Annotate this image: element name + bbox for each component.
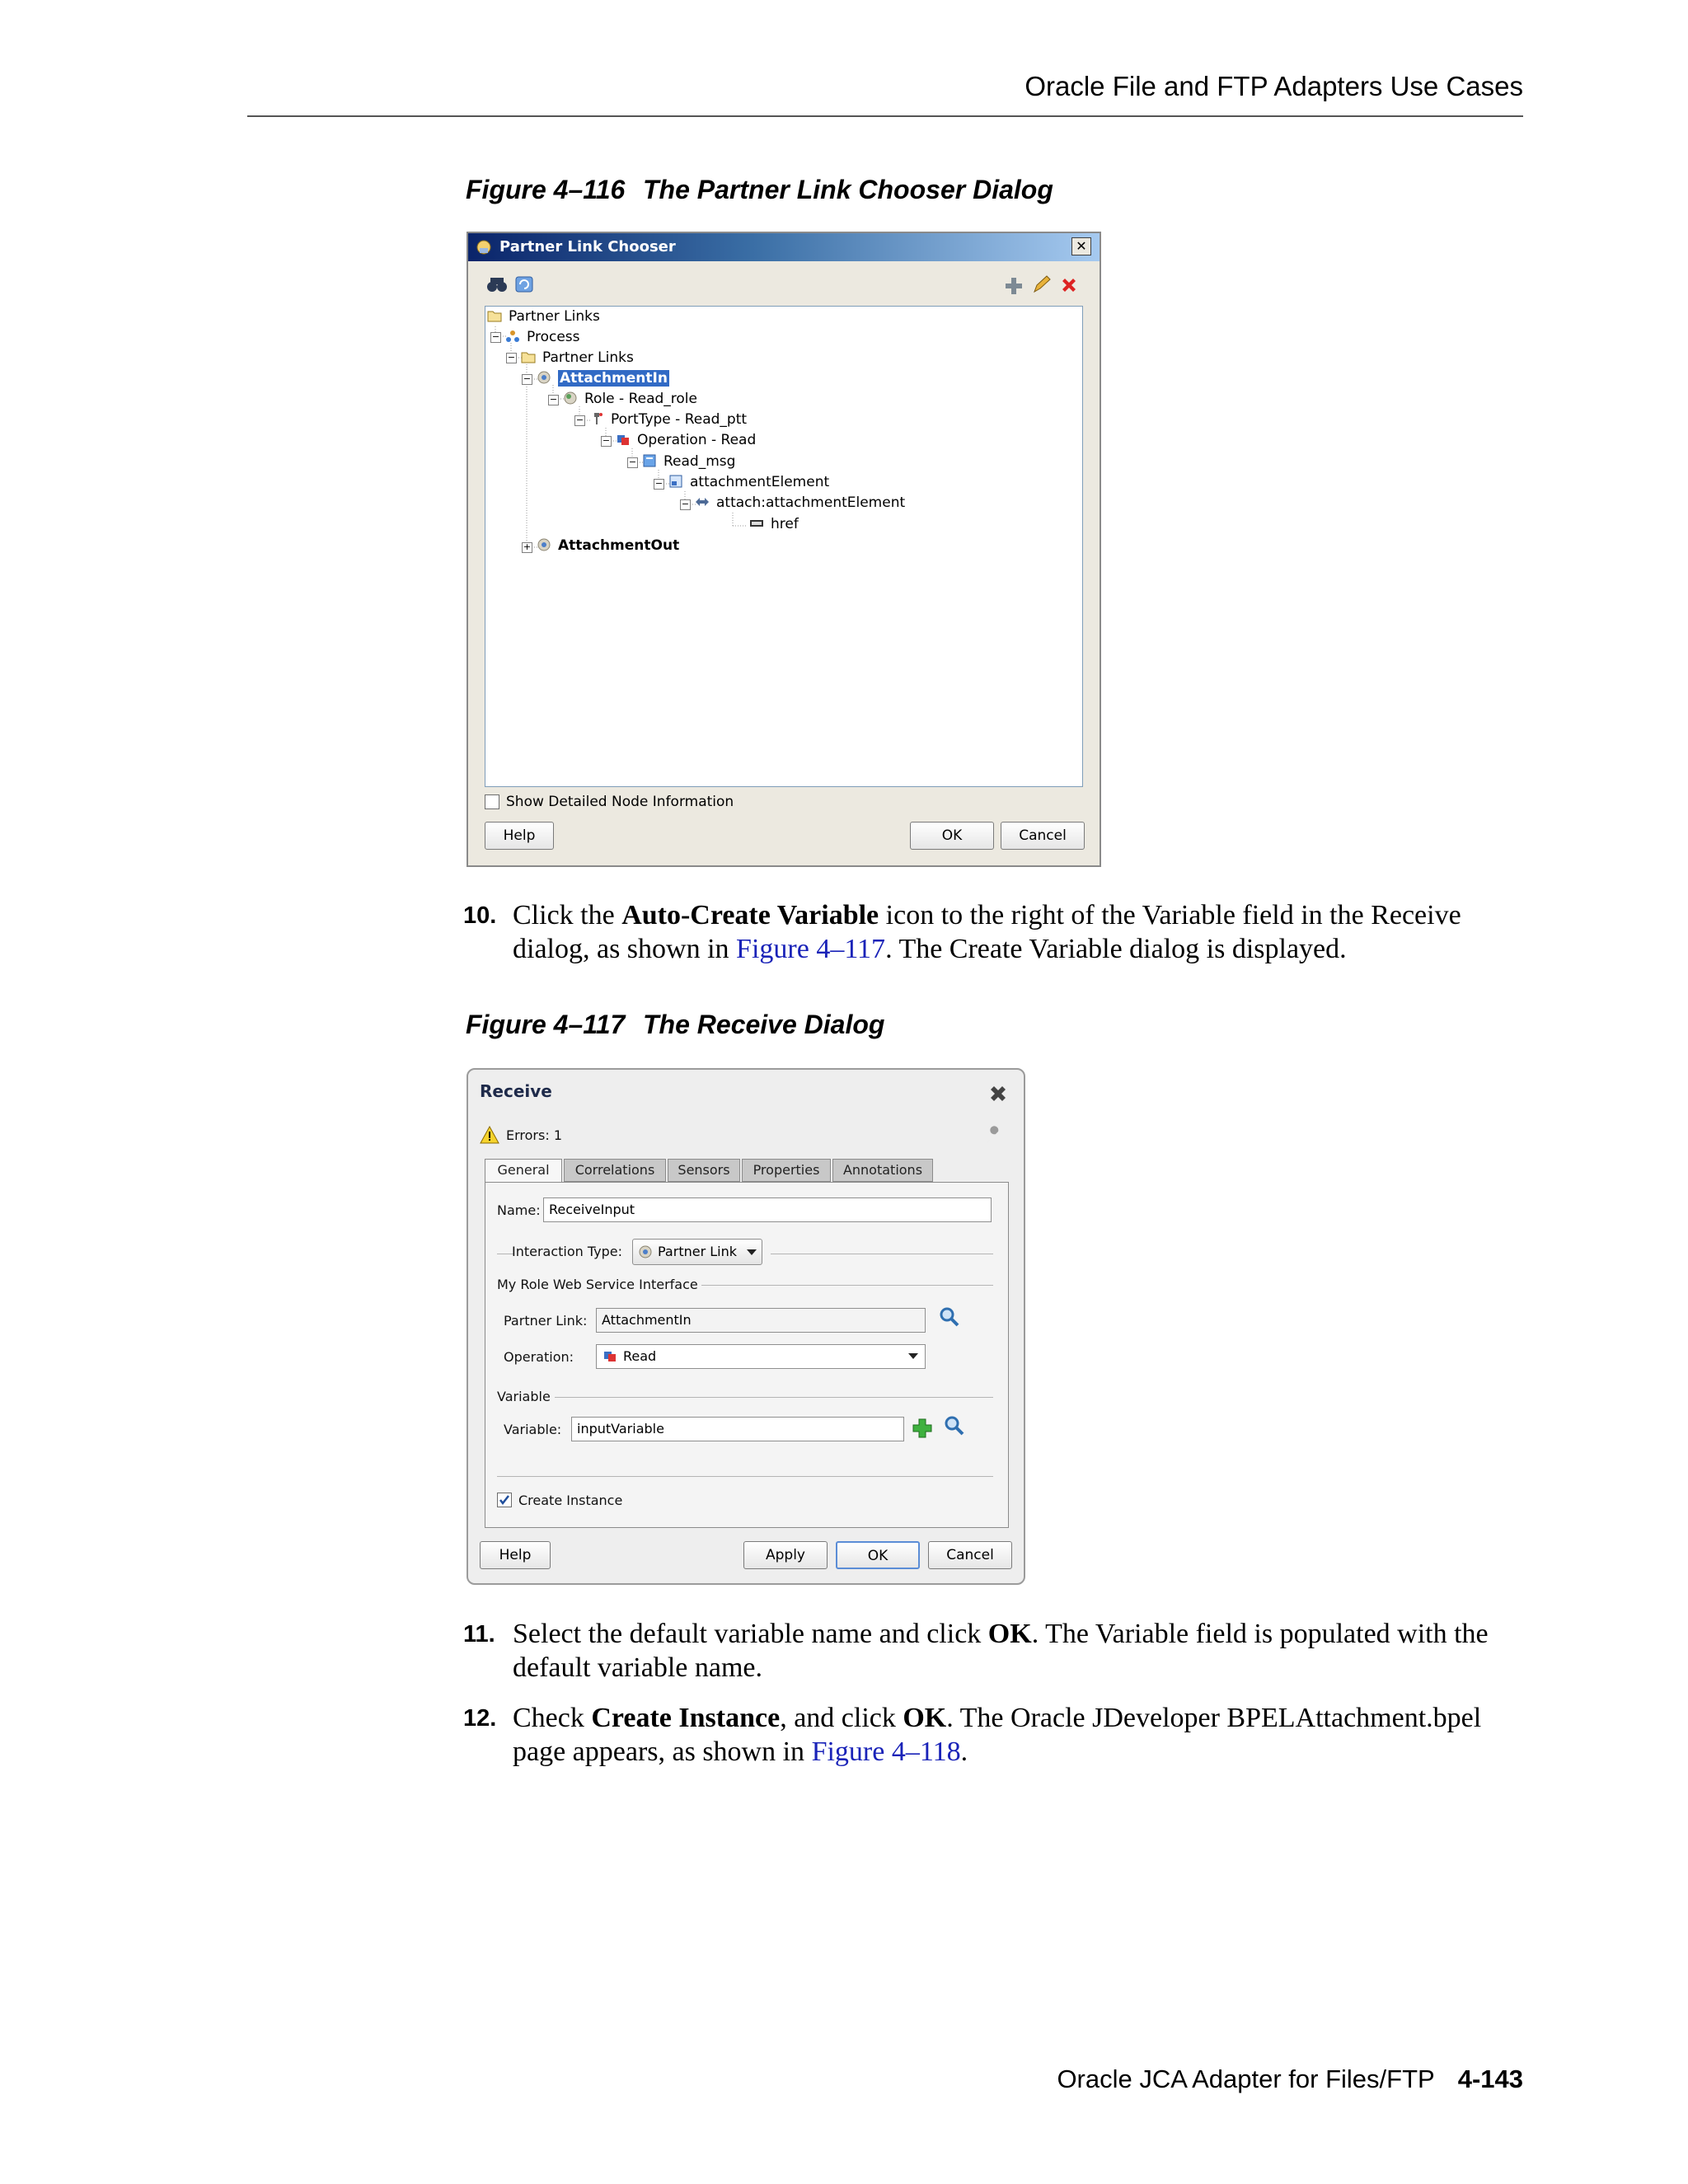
header-rule bbox=[247, 115, 1523, 117]
edit-icon[interactable] bbox=[1032, 274, 1052, 294]
warning-icon bbox=[480, 1126, 499, 1144]
tree-node-selected[interactable]: AttachmentIn bbox=[537, 370, 669, 387]
help-button[interactable]: Help bbox=[480, 1541, 551, 1569]
group-border bbox=[497, 1476, 993, 1477]
general-panel bbox=[485, 1182, 1009, 1528]
operation-dropdown[interactable] bbox=[596, 1344, 926, 1369]
tree-node[interactable]: href bbox=[749, 516, 799, 532]
collapse-toggle[interactable]: − bbox=[507, 352, 516, 363]
wrench-icon[interactable] bbox=[984, 1124, 1006, 1146]
step-number: 11. bbox=[463, 1621, 495, 1647]
operation-icon bbox=[603, 1349, 617, 1364]
running-header: Oracle File and FTP Adapters Use Cases bbox=[1025, 71, 1523, 101]
process-icon bbox=[505, 330, 520, 343]
figure-title: The Receive Dialog bbox=[643, 1010, 885, 1039]
close-button[interactable]: ✕ bbox=[1071, 237, 1091, 255]
tab-sensors[interactable]: Sensors bbox=[668, 1159, 740, 1182]
variable-field[interactable]: inputVariable bbox=[571, 1417, 904, 1441]
binoculars-icon[interactable] bbox=[486, 274, 508, 294]
add-icon[interactable] bbox=[1004, 276, 1024, 294]
tree-node[interactable]: Partner Links bbox=[487, 308, 600, 325]
cancel-button[interactable]: Cancel bbox=[1001, 822, 1085, 850]
help-button[interactable]: Help bbox=[485, 822, 554, 850]
errors-label: Errors: 1 bbox=[506, 1127, 562, 1143]
cancel-button[interactable]: Cancel bbox=[928, 1541, 1012, 1569]
attribute-icon bbox=[749, 517, 764, 530]
expand-toggle[interactable]: + bbox=[523, 541, 532, 552]
dialog-title: Partner Link Chooser bbox=[499, 238, 676, 255]
close-icon[interactable] bbox=[987, 1083, 1009, 1104]
step-number: 12. bbox=[463, 1705, 497, 1732]
complex-type-icon bbox=[695, 495, 710, 509]
figure-label: Figure 4–117 bbox=[466, 1010, 626, 1039]
ok-button[interactable]: OK bbox=[836, 1541, 920, 1569]
refresh-icon[interactable] bbox=[514, 274, 536, 294]
ok-button[interactable]: OK bbox=[910, 822, 994, 850]
chevron-down-icon bbox=[747, 1249, 757, 1256]
variable-label: Variable: bbox=[504, 1422, 562, 1437]
step-12: 12. Check Create Instance, and click OK. The Oracle JDeveloper BPELAttachment.bpel page appears, as shown in Figure 4–118. bbox=[463, 1703, 1482, 1767]
show-detail-checkbox[interactable] bbox=[485, 794, 499, 809]
group-border bbox=[701, 1285, 993, 1286]
footer-book-title: Oracle JCA Adapter for Files/FTP bbox=[1057, 2064, 1435, 2093]
search-icon[interactable] bbox=[944, 1415, 965, 1438]
operation-label: Operation: bbox=[504, 1349, 574, 1365]
partner-link-field[interactable]: AttachmentIn bbox=[596, 1308, 926, 1333]
tree-node[interactable]: Role - Read_role bbox=[563, 391, 697, 407]
folder-icon bbox=[487, 309, 502, 322]
apply-button[interactable]: Apply bbox=[743, 1541, 828, 1569]
partner-link-icon bbox=[537, 538, 551, 551]
folder-icon bbox=[521, 350, 536, 363]
dialog-titlebar bbox=[468, 233, 1100, 261]
page-number: 4-143 bbox=[1457, 2064, 1523, 2093]
tab-general[interactable]: General bbox=[485, 1159, 562, 1185]
tree-node[interactable]: AttachmentOut bbox=[537, 537, 679, 554]
dialog-title: Receive bbox=[480, 1081, 552, 1101]
name-label: Name: bbox=[497, 1202, 541, 1218]
collapse-toggle[interactable]: − bbox=[491, 331, 500, 342]
create-instance-label: Create Instance bbox=[518, 1493, 623, 1508]
operation-value: Read bbox=[623, 1348, 657, 1364]
collapse-toggle[interactable]: − bbox=[654, 478, 663, 489]
message-icon bbox=[642, 454, 657, 467]
tab-annotations[interactable]: Annotations bbox=[832, 1159, 933, 1182]
collapse-toggle[interactable]: − bbox=[628, 457, 637, 467]
partner-link-tree[interactable] bbox=[485, 306, 1083, 787]
figure-caption-116 bbox=[466, 175, 1053, 205]
collapse-toggle[interactable]: − bbox=[523, 373, 532, 384]
tree-node[interactable]: PortType - Read_ptt bbox=[589, 411, 747, 428]
figure-link[interactable]: Figure 4–118 bbox=[811, 1736, 961, 1767]
figure-label: Figure 4–116 bbox=[466, 175, 626, 204]
create-instance-checkbox[interactable] bbox=[497, 1493, 512, 1507]
step-11: 11. Select the default variable name and click OK. The Variable field is populated with the default variable name. bbox=[463, 1619, 1489, 1683]
auto-create-variable-icon[interactable] bbox=[911, 1417, 934, 1440]
step-10: 10. Click the Auto-Create Variable icon to the right of the Variable field in the Receive dialog, as shown in Figure 4–117. The Create Variable dialog is displayed. bbox=[463, 900, 1461, 964]
receive-dialog bbox=[467, 1068, 1025, 1585]
group-border bbox=[555, 1397, 993, 1398]
operation-icon bbox=[616, 433, 631, 446]
figure-link[interactable]: Figure 4–117 bbox=[736, 934, 886, 964]
figure-caption-117 bbox=[466, 1010, 884, 1040]
collapse-toggle[interactable]: − bbox=[575, 415, 584, 425]
delete-icon[interactable] bbox=[1060, 276, 1078, 294]
tree-node[interactable]: Process bbox=[505, 329, 580, 345]
page-footer bbox=[907, 2064, 1523, 2094]
role-group-label: My Role Web Service Interface bbox=[497, 1277, 698, 1292]
search-icon[interactable] bbox=[939, 1306, 960, 1329]
name-field[interactable]: ReceiveInput bbox=[543, 1197, 992, 1222]
checkmark-icon bbox=[498, 1493, 511, 1507]
partner-link-icon bbox=[537, 371, 551, 384]
tree-node[interactable]: Partner Links bbox=[521, 349, 634, 366]
tab-properties[interactable]: Properties bbox=[742, 1159, 831, 1182]
role-icon bbox=[563, 391, 578, 405]
partner-link-chooser-dialog bbox=[467, 232, 1101, 867]
tree-node[interactable]: attach:attachmentElement bbox=[695, 494, 905, 511]
tree-node[interactable]: Operation - Read bbox=[616, 432, 756, 448]
partner-link-label: Partner Link: bbox=[504, 1313, 588, 1329]
collapse-toggle[interactable]: − bbox=[602, 435, 611, 446]
figure-title: The Partner Link Chooser Dialog bbox=[643, 175, 1053, 204]
interaction-type-value: Partner Link bbox=[658, 1244, 737, 1259]
show-detail-label: Show Detailed Node Information bbox=[506, 794, 734, 810]
tree-node[interactable]: Read_msg bbox=[642, 453, 735, 470]
chevron-down-icon bbox=[908, 1353, 918, 1360]
collapse-toggle[interactable]: − bbox=[549, 394, 558, 405]
variable-group-label: Variable bbox=[497, 1389, 551, 1404]
tab-correlations[interactable]: Correlations bbox=[564, 1159, 666, 1182]
porttype-icon bbox=[589, 412, 604, 425]
collapse-toggle[interactable]: − bbox=[681, 499, 690, 509]
element-icon bbox=[668, 475, 683, 488]
interaction-type-label: Interaction Type: bbox=[512, 1244, 623, 1259]
step-number: 10. bbox=[463, 902, 497, 929]
interaction-type-dropdown[interactable] bbox=[632, 1239, 762, 1265]
tree-node[interactable]: attachmentElement bbox=[668, 474, 829, 490]
partner-link-icon bbox=[638, 1244, 653, 1259]
app-icon bbox=[475, 238, 493, 256]
